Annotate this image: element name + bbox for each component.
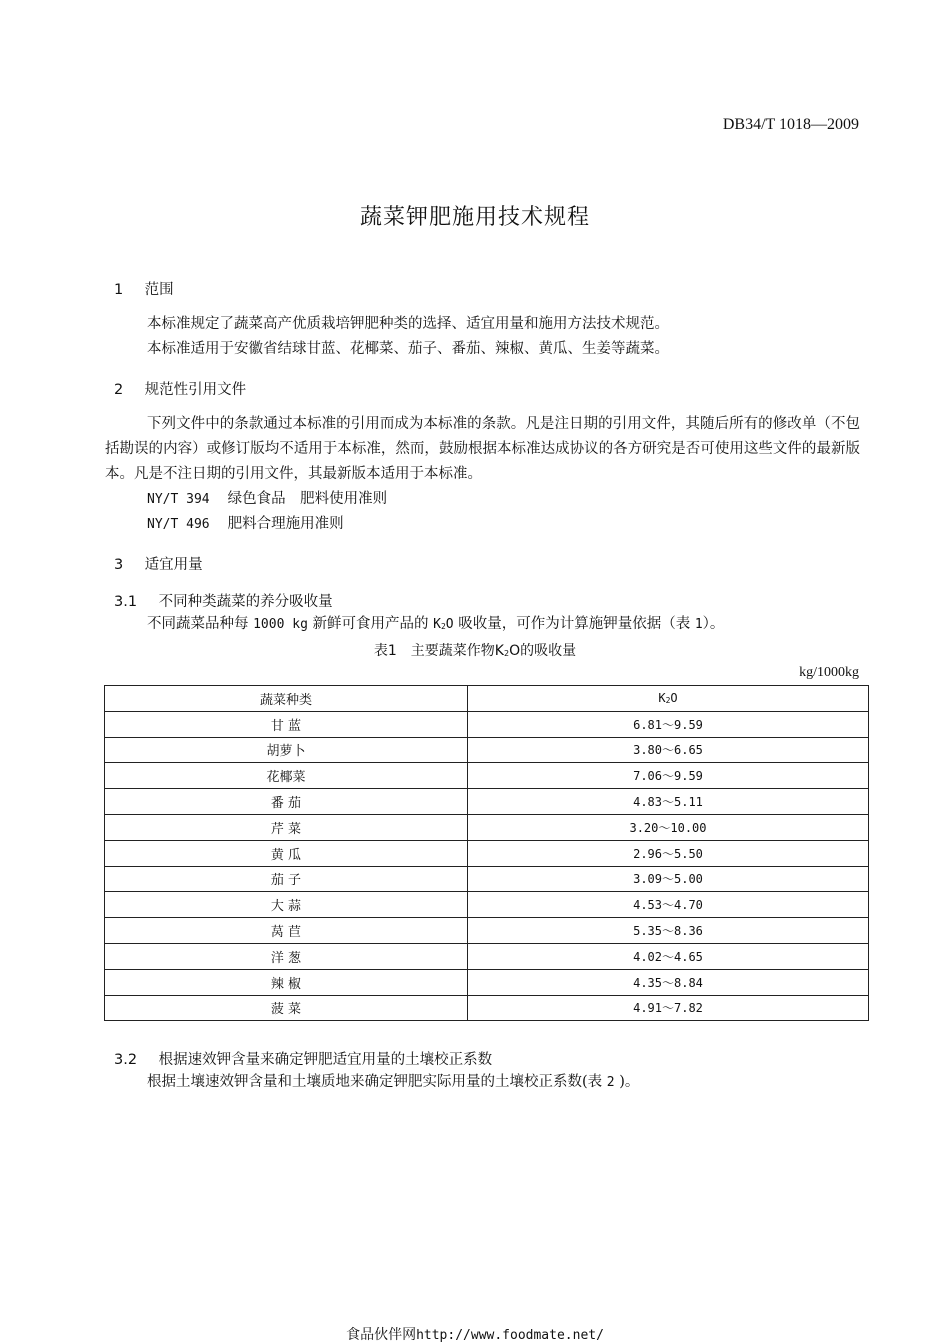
- vegetable-name: 花椰菜: [105, 763, 468, 789]
- vegetable-name: 莴 苣: [105, 918, 468, 944]
- table-row: [105, 711, 869, 737]
- k-letter: K: [658, 690, 666, 705]
- section-2-heading: [114, 378, 246, 399]
- k2o-value: 4.35～8.84: [468, 969, 869, 995]
- text-segment: 根据土壤速效钾含量和土壤质地来确定钾肥实际用量的土壤校正系数(表: [147, 1074, 603, 1090]
- vegetable-name: 洋 葱: [105, 943, 468, 969]
- o-letter: O: [445, 617, 454, 632]
- vegetable-name: 大 蒜: [105, 892, 468, 918]
- reference-code: NY/T 496: [147, 517, 210, 532]
- caption-text: O的吸收量: [509, 643, 577, 659]
- table-row: [105, 814, 869, 840]
- footer-url[interactable]: http://www.foodmate.net/: [416, 1328, 604, 1343]
- text-segment: 新鲜可食用产品的: [312, 616, 429, 632]
- o-letter: O: [670, 690, 678, 705]
- section-title: 规范性引用文件: [144, 382, 247, 398]
- k2o-value: 4.53～4.70: [468, 892, 869, 918]
- table-row: [105, 892, 869, 918]
- vegetable-name: 甘 蓝: [105, 711, 468, 737]
- table-row: [105, 995, 869, 1021]
- section-title: 范围: [144, 282, 174, 298]
- k2o-value: 4.02～4.65: [468, 943, 869, 969]
- vegetable-name: 芹 菜: [105, 814, 468, 840]
- table-caption: [0, 640, 950, 660]
- section-3-heading: [114, 553, 203, 574]
- section-number: 1: [114, 282, 124, 298]
- k2o-value: 4.83～5.11: [468, 789, 869, 815]
- section-number: 3.2: [114, 1052, 138, 1068]
- vegetable-name: 辣 椒: [105, 969, 468, 995]
- k2o-symbol: [433, 617, 453, 632]
- section-number: 2: [114, 382, 124, 398]
- absorption-paragraph: [105, 612, 860, 639]
- reference-name: 肥料合理施用准则: [227, 516, 344, 532]
- table-row: [105, 789, 869, 815]
- text-segment: )。: [619, 1074, 640, 1090]
- reference-item: [147, 512, 344, 533]
- vegetable-name: 黄 瓜: [105, 840, 468, 866]
- k2o-symbol: [658, 691, 677, 705]
- references-paragraph: 下列文件中的条款通过本标准的引用而成为本标准的条款。凡是注日期的引用文件，其随后所有的修改单（不包括勘误的内容）或修订版均不适用于本标准，然而，鼓励根据本标准达成协议的各方研究是否可使用这些文件的最新版本。凡是不注日期的引用文件，其最新版本适用于本标准。: [105, 416, 860, 482]
- k-letter: K: [433, 617, 441, 632]
- reference-code: NY/T 394: [147, 492, 210, 507]
- section-1-heading: [114, 278, 174, 299]
- k2o-value: 4.91～7.82: [468, 995, 869, 1021]
- k2o-value: 3.80～6.65: [468, 737, 869, 763]
- k2o-value: 6.81～9.59: [468, 711, 869, 737]
- quantity-text: 1000 kg: [253, 617, 308, 632]
- reference-item: [147, 487, 387, 508]
- footer-site-name: 食品伙伴网: [346, 1327, 417, 1343]
- document-code: DB34/T 1018—2009: [722, 116, 859, 133]
- header-k2o: [468, 686, 869, 712]
- scope-paragraph-2: 本标准适用于安徽省结球甘蓝、花椰菜、茄子、番茄、辣椒、黄瓜、生姜等蔬菜。: [147, 341, 669, 357]
- k2o-value: 7.06～9.59: [468, 763, 869, 789]
- section-3-2-heading: [114, 1048, 492, 1069]
- document-title: 蔬菜钾肥施用技术规程: [359, 205, 590, 230]
- table-number: 2: [606, 1075, 615, 1090]
- section-number: 3.1: [114, 594, 138, 610]
- k2o-value: 5.35～8.36: [468, 918, 869, 944]
- table-header-row: [105, 686, 869, 712]
- correction-paragraph: [105, 1070, 860, 1095]
- table-unit: kg/1000kg: [799, 665, 859, 680]
- table-row: [105, 840, 869, 866]
- vegetable-name: 茄 子: [105, 866, 468, 892]
- section-3-1-heading: [114, 590, 333, 611]
- page-footer: [0, 1324, 950, 1344]
- absorption-table: [104, 685, 869, 1021]
- vegetable-name: 番 茄: [105, 789, 468, 815]
- text-segment: 吸收量，可作为计算施钾量依据（表: [458, 616, 691, 632]
- section-title: 适宜用量: [144, 557, 203, 573]
- header-vegetable-type: 蔬菜种类: [105, 686, 468, 712]
- table-row: [105, 866, 869, 892]
- section-number: 3: [114, 557, 124, 573]
- table-row: [105, 737, 869, 763]
- k2o-value: 3.20～10.00: [468, 814, 869, 840]
- subscript-2: 2: [440, 622, 446, 631]
- section-title: 不同种类蔬菜的养分吸收量: [158, 594, 333, 610]
- table-row: [105, 918, 869, 944]
- subscript-2: 2: [665, 695, 671, 705]
- vegetable-name: 胡萝卜: [105, 737, 468, 763]
- reference-name: 绿色食品 肥料使用准则: [227, 491, 388, 507]
- k2o-value: 3.09～5.00: [468, 866, 869, 892]
- caption-text: 表1 主要蔬菜作物K: [373, 643, 504, 659]
- table-row: [105, 943, 869, 969]
- section-title: 根据速效钾含量来确定钾肥适宜用量的土壤校正系数: [158, 1052, 493, 1068]
- text-segment: ）。: [702, 616, 725, 632]
- table-number: 1: [694, 617, 703, 632]
- subscript-2: 2: [503, 649, 510, 658]
- k2o-value: 2.96～5.50: [468, 840, 869, 866]
- text-segment: 不同蔬菜品种每: [147, 616, 249, 632]
- table-row: [105, 969, 869, 995]
- scope-paragraph-1: 本标准规定了蔬菜高产优质栽培钾肥种类的选择、适宜用量和施用方法技术规范。: [147, 316, 669, 332]
- table-row: [105, 763, 869, 789]
- vegetable-name: 菠 菜: [105, 995, 468, 1021]
